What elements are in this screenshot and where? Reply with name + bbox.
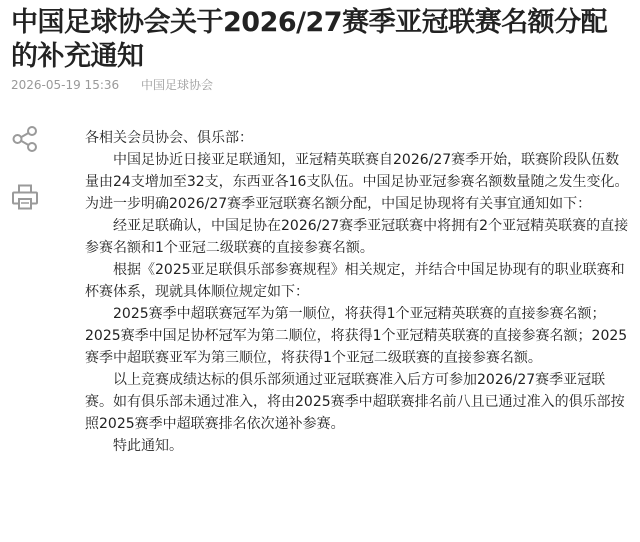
print-button[interactable] [10, 182, 40, 212]
article-title: 中国足球协会关于2026/27赛季亚冠联赛名额分配的补充通知 [11, 7, 608, 72]
printer-icon [10, 182, 40, 212]
article-meta [11, 77, 213, 93]
greeting: 各相关会员协会、俱乐部： [85, 130, 253, 146]
paragraph: 特此通知。 [113, 438, 183, 454]
paragraph: 根据《2025亚足联俱乐部参赛规程》相关规定，并结合中国足协现有的职业联赛和杯赛体系，现就具体顺位规定如下： [85, 262, 625, 300]
paragraph: 2025赛季中超联赛冠军为第一顺位，将获得1个亚冠精英联赛的直接参赛名额；2025赛季中国足协杯冠军为第二顺位，将获得1个亚冠精英联赛的直接参赛名额；2025赛季中超联赛亚军为第三顺位，将获得1个亚冠二级联赛的直接参赛名额。 [85, 306, 628, 366]
source-link[interactable]: 中国足球协会 [140, 78, 213, 92]
article-body [85, 127, 633, 457]
share-button[interactable] [10, 124, 40, 154]
paragraph: 以上竞赛成绩达标的俱乐部须通过亚冠联赛准入后方可参加2026/27赛季亚冠联赛。如有俱乐部未通过准入，将由2025赛季中超联赛排名前八且已通过准入的俱乐部按照2025赛季中超联赛排名依次递补参赛。 [85, 372, 625, 432]
paragraph: 经亚足联确认，中国足协在2026/27赛季亚冠联赛中将拥有2个亚冠精英联赛的直接参赛名额和1个亚冠二级联赛的直接参赛名额。 [85, 218, 629, 256]
publish-date: 2026-05-19 15:36 [11, 78, 120, 92]
share-icon [10, 124, 40, 154]
paragraph: 中国足协近日接亚足联通知，亚冠精英联赛自2026/27赛季开始，联赛阶段队伍数量由24支增加至32支，东西亚各16支队伍。中国足协亚冠参赛名额数量随之发生变化。为进一步明确2026/27赛季亚冠联赛名额分配，中国足协现将有关事宜通知如下： [85, 152, 629, 212]
